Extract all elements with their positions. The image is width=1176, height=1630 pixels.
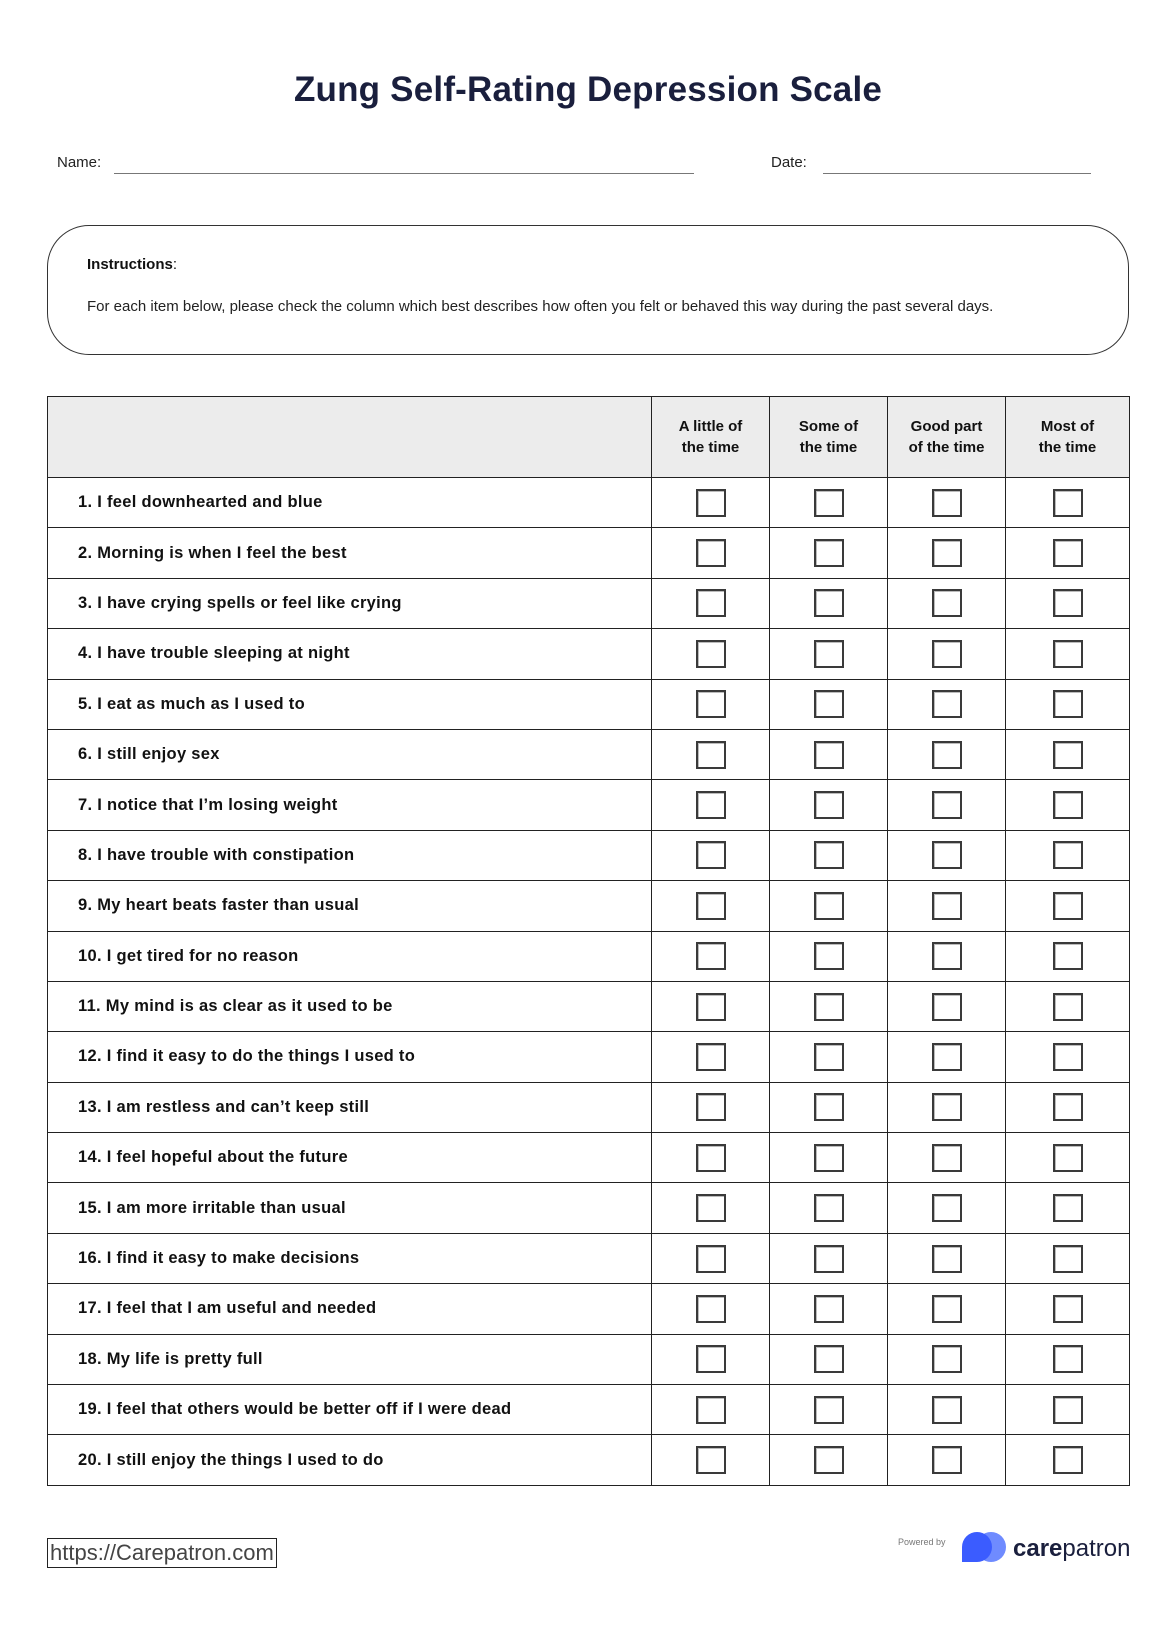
rating-checkbox[interactable] bbox=[1053, 741, 1083, 769]
rating-checkbox[interactable] bbox=[814, 791, 844, 819]
checkbox-cell bbox=[652, 478, 770, 528]
rating-checkbox[interactable] bbox=[696, 942, 726, 970]
rating-checkbox[interactable] bbox=[1053, 1144, 1083, 1172]
rating-checkbox[interactable] bbox=[932, 1144, 962, 1172]
checkbox-cell bbox=[888, 931, 1006, 981]
rating-checkbox[interactable] bbox=[1053, 1043, 1083, 1071]
rating-checkbox[interactable] bbox=[932, 589, 962, 617]
checkbox-cell bbox=[770, 881, 888, 931]
checkbox-cell bbox=[1006, 981, 1130, 1031]
item-label: 19. I feel that others would be better off if I were dead bbox=[48, 1385, 652, 1435]
checkbox-cell bbox=[888, 679, 1006, 729]
checkbox-cell bbox=[1006, 1435, 1130, 1485]
item-label: 16. I find it easy to make decisions bbox=[48, 1233, 652, 1283]
checkbox-cell bbox=[652, 881, 770, 931]
checkbox-cell bbox=[1006, 1133, 1130, 1183]
checkbox-cell bbox=[652, 1334, 770, 1384]
rating-checkbox[interactable] bbox=[696, 1194, 726, 1222]
checkbox-cell bbox=[770, 729, 888, 779]
powered-by-label: Powered by bbox=[898, 1537, 946, 1547]
checkbox-cell bbox=[652, 981, 770, 1031]
table-row bbox=[48, 931, 1130, 981]
rating-checkbox[interactable] bbox=[696, 539, 726, 567]
checkbox-cell bbox=[770, 578, 888, 628]
item-label: 4. I have trouble sleeping at night bbox=[48, 629, 652, 679]
rating-checkbox[interactable] bbox=[1053, 791, 1083, 819]
checkbox-cell bbox=[1006, 528, 1130, 578]
rating-checkbox[interactable] bbox=[1053, 589, 1083, 617]
table-row bbox=[48, 981, 1130, 1031]
rating-checkbox[interactable] bbox=[696, 1093, 726, 1121]
checkbox-cell bbox=[1006, 1233, 1130, 1283]
item-label: 7. I notice that I’m losing weight bbox=[48, 780, 652, 830]
checkbox-cell bbox=[1006, 729, 1130, 779]
checkbox-cell bbox=[652, 931, 770, 981]
checkbox-cell bbox=[652, 629, 770, 679]
checkbox-cell bbox=[770, 1385, 888, 1435]
item-label: 11. My mind is as clear as it used to be bbox=[48, 981, 652, 1031]
rating-checkbox[interactable] bbox=[932, 690, 962, 718]
column-header: Most of the time bbox=[1006, 397, 1130, 478]
instructions-heading: Instructions: bbox=[87, 256, 178, 273]
item-label: 12. I find it easy to do the things I used to bbox=[48, 1032, 652, 1082]
carepatron-link[interactable]: https://Carepatron.com bbox=[47, 1538, 277, 1568]
rating-checkbox[interactable] bbox=[696, 1295, 726, 1323]
checkbox-cell bbox=[770, 1233, 888, 1283]
rating-checkbox[interactable] bbox=[932, 1345, 962, 1373]
checkbox-cell bbox=[888, 1334, 1006, 1384]
table-row bbox=[48, 1183, 1130, 1233]
rating-checkbox[interactable] bbox=[814, 690, 844, 718]
checkbox-cell bbox=[770, 629, 888, 679]
item-label: 1. I feel downhearted and blue bbox=[48, 478, 652, 528]
checkbox-cell bbox=[888, 578, 1006, 628]
column-header: Good part of the time bbox=[888, 397, 1006, 478]
rating-checkbox[interactable] bbox=[696, 489, 726, 517]
checkbox-cell bbox=[888, 1032, 1006, 1082]
checkbox-cell bbox=[652, 780, 770, 830]
item-label: 20. I still enjoy the things I used to do bbox=[48, 1435, 652, 1485]
rating-checkbox[interactable] bbox=[1053, 1446, 1083, 1474]
rating-checkbox[interactable] bbox=[814, 1295, 844, 1323]
rating-checkbox[interactable] bbox=[696, 791, 726, 819]
rating-checkbox[interactable] bbox=[1053, 690, 1083, 718]
checkbox-cell bbox=[888, 1183, 1006, 1233]
rating-checkbox[interactable] bbox=[932, 741, 962, 769]
table-row bbox=[48, 528, 1130, 578]
rating-checkbox[interactable] bbox=[814, 942, 844, 970]
rating-checkbox[interactable] bbox=[1053, 640, 1083, 668]
rating-checkbox[interactable] bbox=[814, 1043, 844, 1071]
rating-checkbox[interactable] bbox=[932, 1245, 962, 1273]
item-label: 17. I feel that I am useful and needed bbox=[48, 1284, 652, 1334]
checkbox-cell bbox=[652, 1284, 770, 1334]
rating-checkbox[interactable] bbox=[1053, 1093, 1083, 1121]
instructions-text: For each item below, please check the column which best describes how often you felt or behaved this way during the past several days. bbox=[87, 298, 994, 315]
rating-checkbox[interactable] bbox=[814, 1446, 844, 1474]
rating-checkbox[interactable] bbox=[932, 1396, 962, 1424]
checkbox-cell bbox=[770, 830, 888, 880]
checkbox-cell bbox=[1006, 1385, 1130, 1435]
checkbox-cell bbox=[1006, 1334, 1130, 1384]
date-field[interactable] bbox=[823, 173, 1091, 174]
rating-checkbox[interactable] bbox=[932, 1043, 962, 1071]
checkbox-cell bbox=[1006, 830, 1130, 880]
checkbox-cell bbox=[770, 1284, 888, 1334]
rating-checkbox[interactable] bbox=[932, 1093, 962, 1121]
checkbox-cell bbox=[770, 1435, 888, 1485]
item-label: 2. Morning is when I feel the best bbox=[48, 528, 652, 578]
rating-checkbox[interactable] bbox=[696, 1144, 726, 1172]
table-row bbox=[48, 1435, 1130, 1485]
checkbox-cell bbox=[770, 1183, 888, 1233]
rating-checkbox[interactable] bbox=[932, 993, 962, 1021]
rating-checkbox[interactable] bbox=[932, 841, 962, 869]
checkbox-cell bbox=[652, 729, 770, 779]
rating-checkbox[interactable] bbox=[932, 1295, 962, 1323]
rating-checkbox[interactable] bbox=[814, 841, 844, 869]
table-row bbox=[48, 478, 1130, 528]
rating-checkbox[interactable] bbox=[696, 1345, 726, 1373]
checkbox-cell bbox=[652, 830, 770, 880]
checkbox-cell bbox=[1006, 578, 1130, 628]
checkbox-cell bbox=[770, 679, 888, 729]
checkbox-cell bbox=[652, 1133, 770, 1183]
checkbox-cell bbox=[1006, 478, 1130, 528]
rating-checkbox[interactable] bbox=[932, 892, 962, 920]
table-row bbox=[48, 1233, 1130, 1283]
checkbox-cell bbox=[652, 1385, 770, 1435]
checkbox-cell bbox=[770, 1334, 888, 1384]
checkbox-cell bbox=[652, 1082, 770, 1132]
checkbox-cell bbox=[888, 528, 1006, 578]
rating-checkbox[interactable] bbox=[1053, 1396, 1083, 1424]
checkbox-cell bbox=[1006, 780, 1130, 830]
rating-checkbox[interactable] bbox=[814, 489, 844, 517]
name-field[interactable] bbox=[114, 173, 694, 174]
carepatron-wordmark: carepatron bbox=[1013, 1535, 1131, 1562]
checkbox-cell bbox=[888, 629, 1006, 679]
rating-checkbox[interactable] bbox=[1053, 892, 1083, 920]
header-item-column bbox=[48, 397, 652, 478]
checkbox-cell bbox=[770, 1032, 888, 1082]
rating-checkbox[interactable] bbox=[1053, 841, 1083, 869]
item-label: 3. I have crying spells or feel like crying bbox=[48, 578, 652, 628]
rating-checkbox[interactable] bbox=[814, 1245, 844, 1273]
rating-checkbox[interactable] bbox=[814, 993, 844, 1021]
checkbox-cell bbox=[652, 1183, 770, 1233]
table-row bbox=[48, 780, 1130, 830]
rating-checkbox[interactable] bbox=[814, 640, 844, 668]
item-label: 6. I still enjoy sex bbox=[48, 729, 652, 779]
table-row bbox=[48, 578, 1130, 628]
rating-checkbox[interactable] bbox=[696, 1245, 726, 1273]
rating-checkbox[interactable] bbox=[696, 841, 726, 869]
checkbox-cell bbox=[770, 528, 888, 578]
rating-checkbox[interactable] bbox=[696, 640, 726, 668]
rating-checkbox[interactable] bbox=[814, 539, 844, 567]
checkbox-cell bbox=[652, 578, 770, 628]
table-row bbox=[48, 830, 1130, 880]
rating-checkbox[interactable] bbox=[1053, 1245, 1083, 1273]
table-row bbox=[48, 1334, 1130, 1384]
checkbox-cell bbox=[652, 528, 770, 578]
rating-checkbox[interactable] bbox=[1053, 942, 1083, 970]
rating-checkbox[interactable] bbox=[932, 1446, 962, 1474]
rating-checkbox[interactable] bbox=[696, 892, 726, 920]
checkbox-cell bbox=[888, 1435, 1006, 1485]
rating-checkbox[interactable] bbox=[932, 489, 962, 517]
rating-checkbox[interactable] bbox=[1053, 993, 1083, 1021]
checkbox-cell bbox=[652, 679, 770, 729]
checkbox-cell bbox=[888, 478, 1006, 528]
table-row bbox=[48, 1082, 1130, 1132]
rating-checkbox[interactable] bbox=[1053, 539, 1083, 567]
checkbox-cell bbox=[1006, 679, 1130, 729]
table-row bbox=[48, 1385, 1130, 1435]
rating-checkbox[interactable] bbox=[1053, 489, 1083, 517]
checkbox-cell bbox=[888, 1233, 1006, 1283]
item-label: 14. I feel hopeful about the future bbox=[48, 1133, 652, 1183]
checkbox-cell bbox=[770, 931, 888, 981]
item-label: 10. I get tired for no reason bbox=[48, 931, 652, 981]
rating-checkbox[interactable] bbox=[696, 1043, 726, 1071]
carepatron-logo-icon bbox=[962, 1532, 1010, 1566]
checkbox-cell bbox=[888, 1284, 1006, 1334]
rating-checkbox[interactable] bbox=[696, 1396, 726, 1424]
checkbox-cell bbox=[770, 1133, 888, 1183]
checkbox-cell bbox=[1006, 629, 1130, 679]
table-row bbox=[48, 881, 1130, 931]
checkbox-cell bbox=[1006, 1032, 1130, 1082]
checkbox-cell bbox=[888, 1133, 1006, 1183]
rating-checkbox[interactable] bbox=[814, 589, 844, 617]
rating-checkbox[interactable] bbox=[1053, 1295, 1083, 1323]
checkbox-cell bbox=[652, 1435, 770, 1485]
name-label: Name: bbox=[57, 154, 102, 171]
table-row bbox=[48, 679, 1130, 729]
rating-checkbox[interactable] bbox=[814, 1194, 844, 1222]
item-label: 15. I am more irritable than usual bbox=[48, 1183, 652, 1233]
checkbox-cell bbox=[888, 1082, 1006, 1132]
rating-checkbox[interactable] bbox=[1053, 1345, 1083, 1373]
checkbox-cell bbox=[1006, 1082, 1130, 1132]
page-title: Zung Self-Rating Depression Scale bbox=[293, 70, 883, 109]
table-row bbox=[48, 1032, 1130, 1082]
checkbox-cell bbox=[1006, 881, 1130, 931]
checkbox-cell bbox=[1006, 931, 1130, 981]
instructions-box bbox=[47, 225, 1129, 355]
item-label: 18. My life is pretty full bbox=[48, 1334, 652, 1384]
rating-checkbox[interactable] bbox=[932, 640, 962, 668]
item-label: 9. My heart beats faster than usual bbox=[48, 881, 652, 931]
rating-checkbox[interactable] bbox=[696, 1446, 726, 1474]
column-header: A little of the time bbox=[652, 397, 770, 478]
checkbox-cell bbox=[770, 1082, 888, 1132]
checkbox-cell bbox=[770, 780, 888, 830]
rating-checkbox[interactable] bbox=[696, 993, 726, 1021]
checkbox-cell bbox=[770, 478, 888, 528]
item-label: 13. I am restless and can’t keep still bbox=[48, 1082, 652, 1132]
table-row bbox=[48, 1284, 1130, 1334]
table-row bbox=[48, 629, 1130, 679]
rating-table bbox=[47, 396, 1130, 1486]
rating-checkbox[interactable] bbox=[696, 690, 726, 718]
rating-checkbox[interactable] bbox=[814, 1093, 844, 1121]
rating-checkbox[interactable] bbox=[932, 942, 962, 970]
column-header: Some of the time bbox=[770, 397, 888, 478]
table-row bbox=[48, 1133, 1130, 1183]
checkbox-cell bbox=[770, 981, 888, 1031]
rating-checkbox[interactable] bbox=[814, 741, 844, 769]
rating-checkbox[interactable] bbox=[932, 791, 962, 819]
rating-checkbox[interactable] bbox=[932, 539, 962, 567]
table-row bbox=[48, 729, 1130, 779]
checkbox-cell bbox=[888, 780, 1006, 830]
rating-checkbox[interactable] bbox=[932, 1194, 962, 1222]
item-label: 5. I eat as much as I used to bbox=[48, 679, 652, 729]
table-header-row bbox=[48, 397, 1130, 478]
checkbox-cell bbox=[652, 1032, 770, 1082]
checkbox-cell bbox=[888, 729, 1006, 779]
rating-checkbox[interactable] bbox=[696, 589, 726, 617]
item-label: 8. I have trouble with constipation bbox=[48, 830, 652, 880]
checkbox-cell bbox=[1006, 1183, 1130, 1233]
date-label: Date: bbox=[771, 154, 807, 171]
checkbox-cell bbox=[888, 1385, 1006, 1435]
rating-checkbox[interactable] bbox=[1053, 1194, 1083, 1222]
rating-checkbox[interactable] bbox=[814, 1396, 844, 1424]
checkbox-cell bbox=[888, 830, 1006, 880]
rating-checkbox[interactable] bbox=[814, 1345, 844, 1373]
checkbox-cell bbox=[652, 1233, 770, 1283]
rating-checkbox[interactable] bbox=[814, 1144, 844, 1172]
rating-checkbox[interactable] bbox=[696, 741, 726, 769]
checkbox-cell bbox=[1006, 1284, 1130, 1334]
checkbox-cell bbox=[888, 881, 1006, 931]
rating-checkbox[interactable] bbox=[814, 892, 844, 920]
checkbox-cell bbox=[888, 981, 1006, 1031]
